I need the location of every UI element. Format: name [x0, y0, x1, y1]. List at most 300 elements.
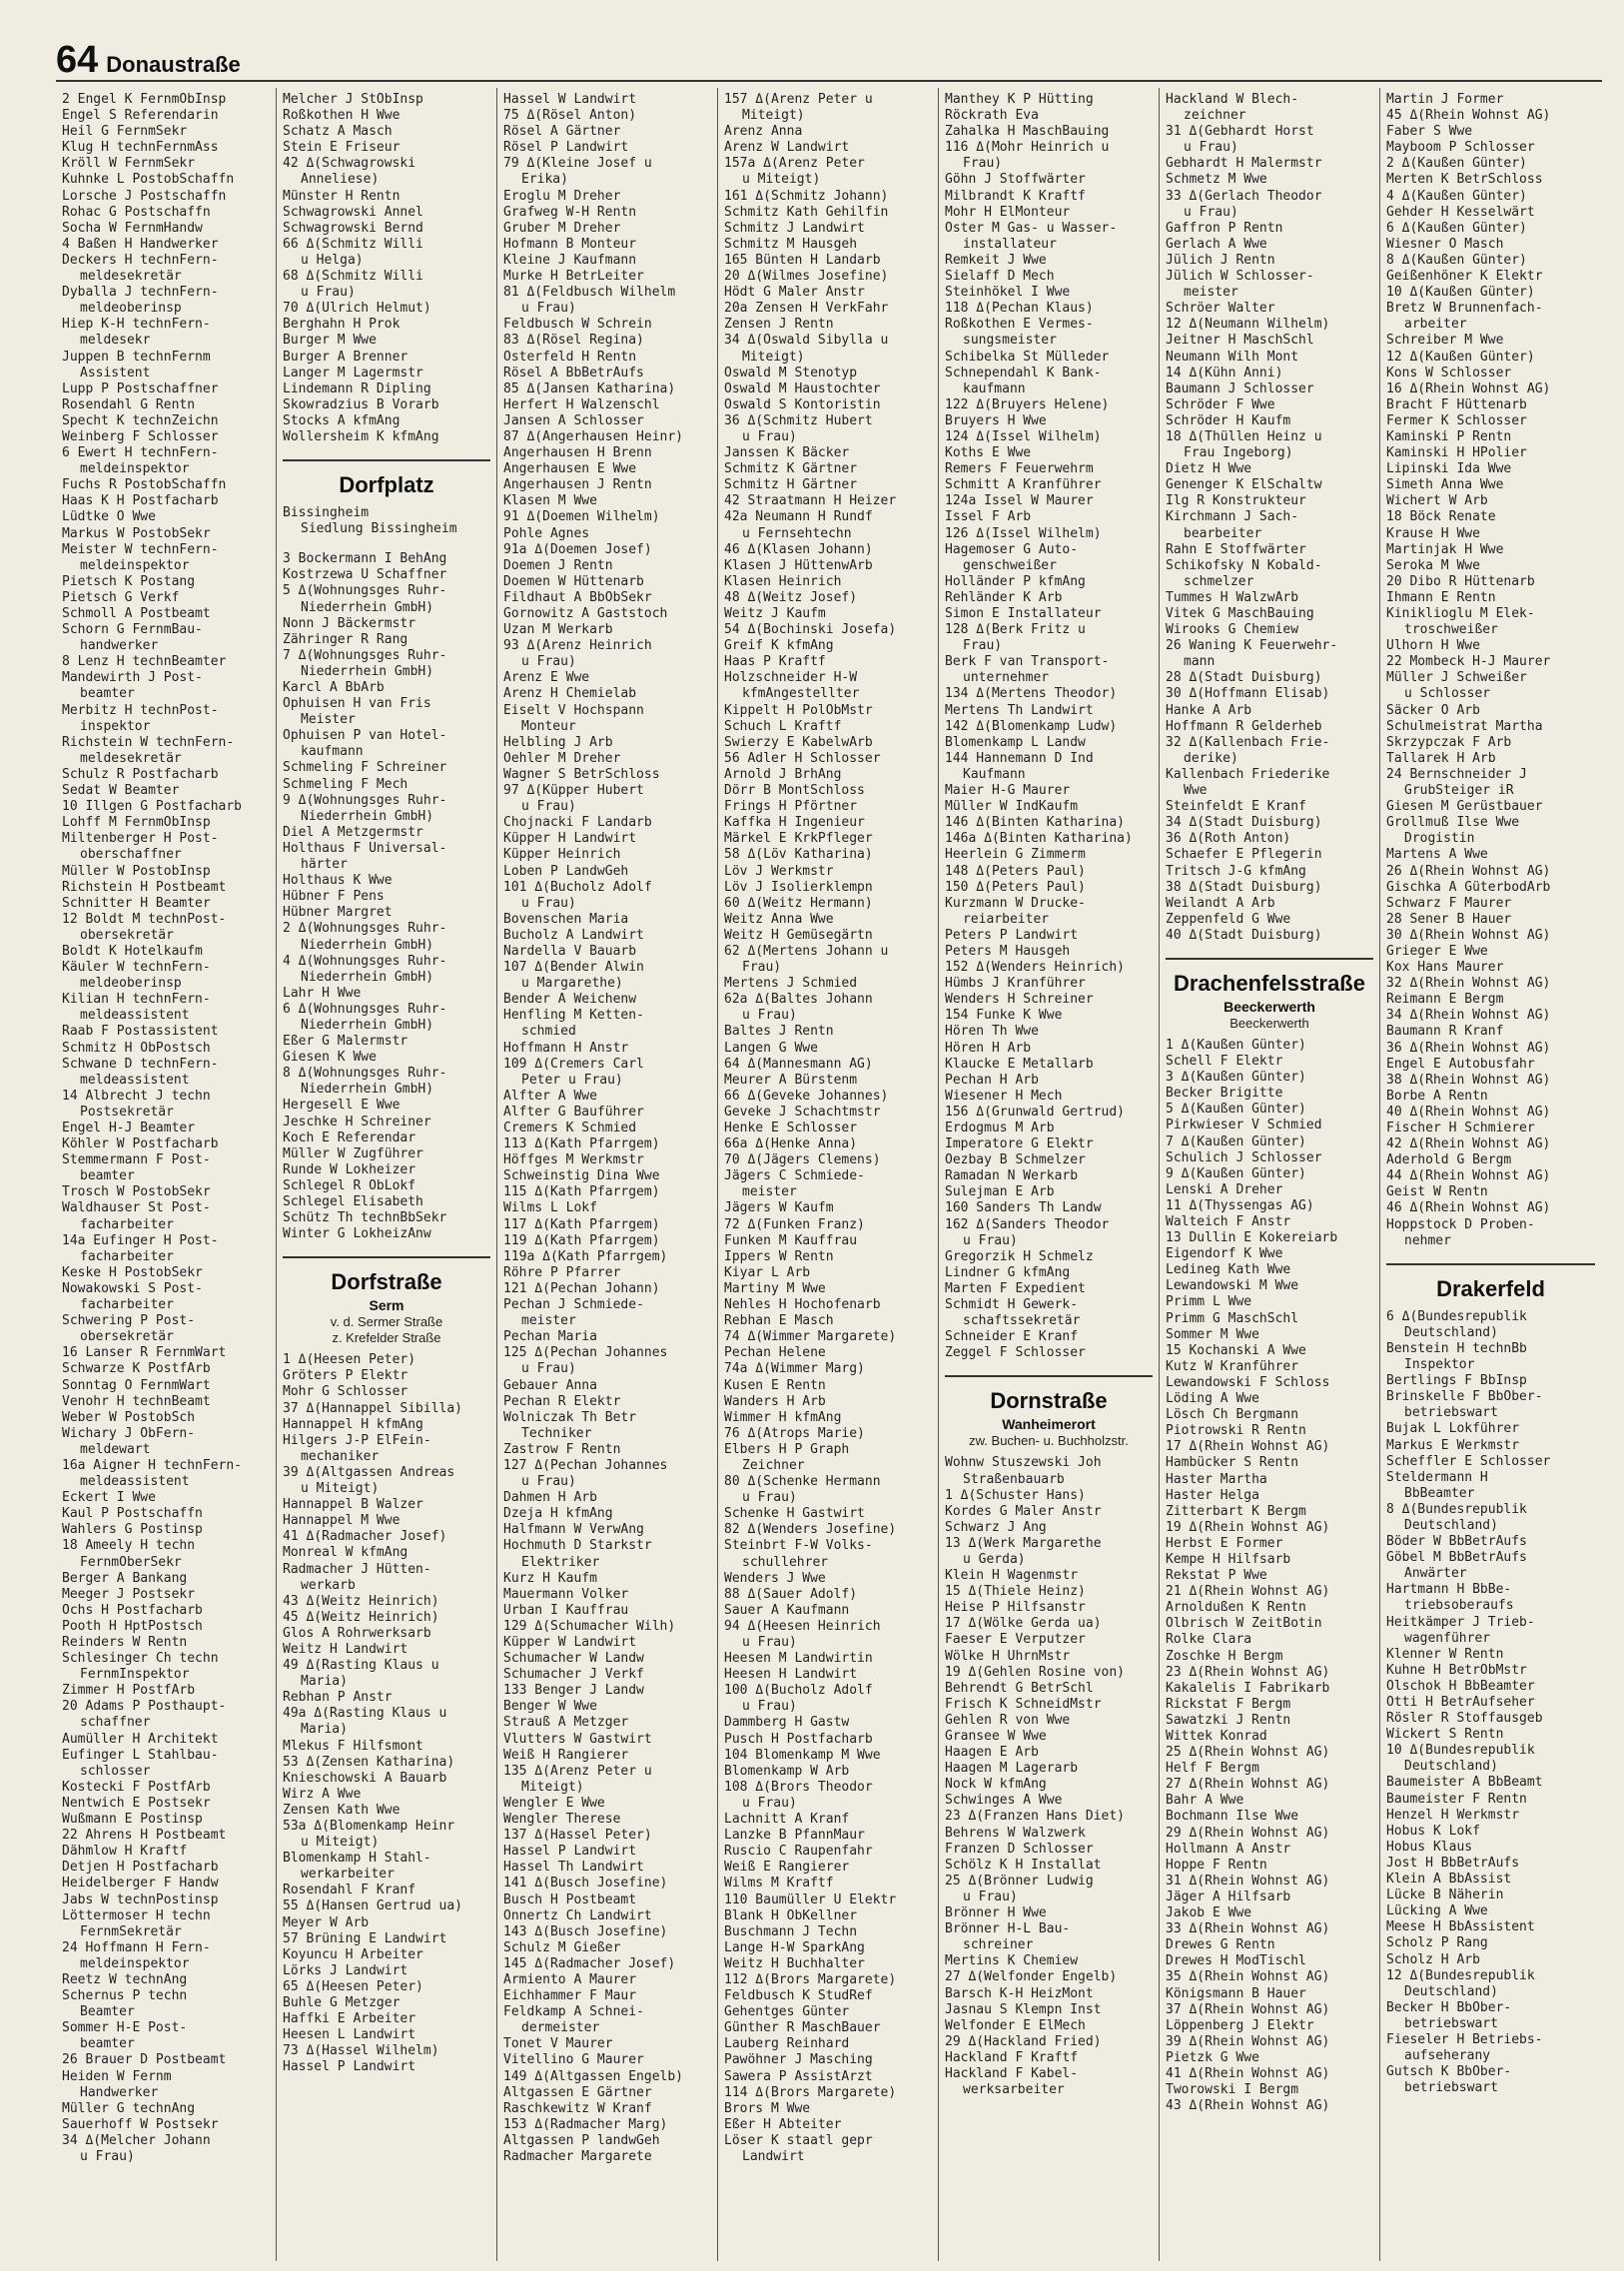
directory-entry: Kiyar L Arb — [724, 1264, 811, 1280]
directory-entry: 33 Δ(Gerlach Theodor — [1166, 188, 1322, 204]
directory-entry: Helbling J Arb — [503, 734, 613, 750]
directory-entry: Wilms M Kraftf — [724, 1876, 834, 1892]
directory-entry: Wiesner O Masch — [1386, 236, 1504, 252]
directory-entry: Dähmlow H Kraftf — [62, 1844, 188, 1860]
directory-entry: Bujak L Lokführer — [1386, 1421, 1520, 1437]
directory-entry: 1 Δ(Kaußen Günter) — [1166, 1037, 1306, 1053]
directory-entry: Bender A Weichenw — [503, 992, 637, 1008]
directory-entry: Pusch H Postfacharb — [724, 1731, 873, 1747]
directory-entry: 116 Δ(Mohr Heinrich u — [945, 140, 1110, 156]
directory-entry: Wimmer H kfmAng — [724, 1409, 842, 1425]
directory-entry: Steldermann H — [1386, 1469, 1488, 1485]
directory-entry: Pechan R Elektr — [503, 1393, 621, 1409]
directory-entry: Schatz A Masch — [283, 124, 393, 140]
directory-entry: 54 Δ(Bochinski Josefa) — [724, 622, 897, 638]
directory-entry: Manthey K P Hütting — [945, 92, 1094, 107]
directory-entry: Klaucke E Metallarb — [945, 1056, 1094, 1072]
entry-continuation: u Margarethe) — [521, 976, 623, 992]
directory-entry: Doemen J Rentn — [503, 557, 613, 573]
entry-continuation: werkarb — [301, 1577, 356, 1593]
directory-entry: Schölz K H Installat — [945, 1857, 1102, 1873]
entry-continuation: Maria) — [301, 1674, 348, 1690]
directory-entry: 122 Δ(Bruyers Helene) — [945, 396, 1110, 412]
directory-entry: Benger W Wwe — [503, 1699, 597, 1715]
entry-continuation: facharbeiter — [80, 1248, 174, 1264]
directory-entry: Mohr G Schlosser — [283, 1384, 408, 1400]
directory-entry: Blank H ObKellner — [724, 1907, 858, 1923]
directory-entry: 5 Δ(Kaußen Günter) — [1166, 1102, 1306, 1118]
directory-entry: Märkel E KrkPfleger — [724, 831, 873, 847]
directory-entry: Schmitz H ObPostsch — [62, 1040, 211, 1056]
entry-continuation: dermeister — [521, 2020, 600, 2036]
directory-entry: 141 Δ(Busch Josefine) — [503, 1876, 668, 1892]
directory-entry: Kirchmann J Sach- — [1166, 509, 1299, 525]
directory-entry: Meese H BbAssistent — [1386, 1919, 1535, 1935]
directory-entry: Hartmann H BbBe- — [1386, 1582, 1512, 1598]
directory-entry: Dammberg H Gastw — [724, 1715, 850, 1731]
entry-continuation: Deutschland) — [1404, 1983, 1498, 1999]
directory-entry: Simon E Installateur — [945, 606, 1102, 621]
directory-entry: Frings H Pförtner — [724, 799, 858, 815]
entry-continuation: Landwirt — [742, 2149, 805, 2164]
directory-entry: Weitz H Landwirt — [283, 1641, 408, 1657]
entry-continuation: u Frau) — [742, 1635, 797, 1650]
directory-entry: 107 Δ(Bender Alwin — [503, 960, 644, 976]
street-subheading: Serm — [369, 1297, 405, 1314]
directory-entry: 8 Lenz H technBeamter — [62, 654, 227, 670]
directory-entry: Gregorzik H Schmelz — [945, 1248, 1094, 1264]
directory-entry: Hübner Margret — [283, 905, 393, 921]
directory-entry: 49a Δ(Rasting Klaus u — [283, 1706, 447, 1722]
directory-entry: 58 Δ(Löv Katharina) — [724, 847, 873, 863]
directory-entry: Marten F Expedient — [945, 1280, 1086, 1296]
directory-entry: Burger A Brenner — [283, 349, 408, 365]
directory-entry: Hümbs J Kranführer — [945, 976, 1086, 992]
directory-entry: Martin J Former — [1386, 92, 1504, 107]
directory-entry: Peters M Hausgeh — [945, 943, 1071, 959]
directory-entry: Knieschowski A Bauarb — [283, 1770, 447, 1786]
directory-entry: Olschok H BbBeamter — [1386, 1678, 1535, 1694]
directory-entry: 4 Baßen H Handwerker — [62, 236, 219, 252]
directory-entry: 16 Lanser R FernmWart — [62, 1345, 227, 1361]
directory-entry: Zähringer R Rang — [283, 631, 408, 647]
directory-entry: Löding A Wwe — [1166, 1391, 1259, 1407]
directory-entry: Rekstat P Wwe — [1166, 1568, 1267, 1584]
directory-entry: Fuchs R PostobSchaffn — [62, 477, 227, 493]
directory-entry: Schweinstig Dina Wwe — [503, 1168, 660, 1184]
directory-entry: Aumüller H Architekt — [62, 1731, 219, 1747]
directory-entry: Schmitz Kath Gehilfin — [724, 204, 889, 220]
directory-entry: Mertens Th Landwirt — [945, 702, 1094, 718]
directory-entry: 2 Engel K FernmObInsp — [62, 92, 227, 107]
directory-entry: Jabs W technPostinsp — [62, 1892, 219, 1907]
directory-entry: Benstein H technBb — [1386, 1340, 1527, 1356]
entry-continuation: u Frau) — [742, 1699, 797, 1715]
directory-entry: Primm G MaschSchl — [1166, 1310, 1299, 1326]
directory-entry: Müller G technAng — [62, 2100, 196, 2116]
directory-entry: Klasen M Wwe — [503, 493, 597, 509]
directory-entry: Löv J Isolierklempn — [724, 879, 873, 895]
directory-entry: 43 Δ(Weitz Heinrich) — [283, 1593, 439, 1609]
directory-entry: Gutsch K BbOber- — [1386, 2064, 1512, 2080]
directory-entry: Giesen K Wwe — [283, 1050, 377, 1066]
directory-entry: 2 Δ(Wohnungsges Ruhr- — [283, 921, 447, 937]
directory-entry: Henke E Schlosser — [724, 1121, 858, 1136]
entry-continuation: Siedlung Bissingheim — [301, 521, 457, 537]
directory-entry: Jägers W Kaufm — [724, 1200, 834, 1216]
entry-continuation: zeichner — [1184, 108, 1246, 124]
directory-entry: Burger M Wwe — [283, 333, 377, 349]
directory-entry: Zeggel F Schlosser — [945, 1345, 1086, 1361]
directory-entry: Heesen L Landwirt — [283, 2027, 416, 2043]
directory-entry: Venohr H technBeamt — [62, 1393, 211, 1409]
directory-entry: Kostrzewa U Schaffner — [283, 567, 447, 583]
entry-continuation: meldeinspektor — [80, 461, 190, 477]
directory-entry: 42 Straatmann H Heizer — [724, 493, 897, 509]
entry-continuation: FernmInspektor — [80, 1667, 190, 1683]
directory-entry: 152 Δ(Wenders Heinrich) — [945, 960, 1126, 976]
directory-entry: 11 Δ(Thyssengas AG) — [1166, 1197, 1314, 1213]
entry-continuation: u Frau) — [742, 1490, 797, 1506]
entry-continuation: Peter u Frau) — [521, 1072, 623, 1088]
directory-entry: Pietsch K Postang — [62, 573, 196, 589]
column-6 — [1160, 88, 1380, 2261]
entry-continuation: Zeichner — [742, 1457, 805, 1473]
directory-entry: Gerlach A Wwe — [1166, 236, 1267, 252]
entry-continuation: meldeassistent — [80, 1008, 190, 1024]
directory-entry: Gebauer Anna — [503, 1377, 597, 1393]
entry-continuation: Techniker — [521, 1425, 592, 1441]
directory-entry: 62 Δ(Mertens Johann u — [724, 943, 889, 959]
directory-entry: Uzan M Werkarb — [503, 622, 613, 638]
directory-entry: Hobus Klaus — [1386, 1839, 1473, 1855]
directory-entry: Klug H technFernmAss — [62, 140, 219, 156]
directory-entry: 121 Δ(Pechan Johann) — [503, 1280, 660, 1296]
directory-entry: Gehentges Günter — [724, 2004, 850, 2020]
directory-entry: Richstein W technFern- — [62, 734, 235, 750]
directory-entry: Weitz H Buchhalter — [724, 1955, 865, 1971]
entry-continuation: u Frau) — [742, 428, 797, 444]
directory-entry: Hassel W Landwirt — [503, 92, 637, 107]
directory-entry: Holzschneider H-W — [724, 670, 858, 686]
spacer — [283, 537, 490, 551]
directory-entry: 62a Δ(Baltes Johann — [724, 992, 873, 1008]
directory-entry: Münster H Rentn — [283, 188, 401, 204]
directory-entry: 66 Δ(Geveke Johannes) — [724, 1088, 889, 1104]
directory-entry: Jakob E Wwe — [1166, 1905, 1252, 1921]
directory-entry: Radmacher Margarete — [503, 2149, 652, 2164]
directory-entry: Schmetz M Wwe — [1166, 172, 1267, 188]
directory-entry: Hannappel B Walzer — [283, 1497, 423, 1513]
directory-entry: Holthaus K Wwe — [283, 873, 393, 889]
directory-entry: 100 Δ(Bucholz Adolf — [724, 1683, 873, 1699]
directory-entry: 21 Δ(Rhein Wohnst AG) — [1166, 1584, 1330, 1600]
entry-continuation: Maria) — [301, 1722, 348, 1738]
directory-entry: 88 Δ(Sauer Adolf) — [724, 1586, 858, 1602]
directory-entry: Pechan J Schmiede- — [503, 1297, 644, 1313]
directory-entry: 27 Δ(Welfonder Engelb) — [945, 1969, 1118, 1985]
entry-continuation: wagenführer — [1404, 1630, 1491, 1646]
directory-entry: Oster M Gas- u Wasser- — [945, 220, 1118, 236]
directory-entry: Borbe A Rentn — [1386, 1088, 1488, 1104]
directory-entry: Nowakowski S Post- — [62, 1280, 203, 1296]
directory-entry: 160 Sanders Th Landw — [945, 1200, 1102, 1216]
directory-entry: Tritsch J-G kfmAng — [1166, 863, 1306, 879]
entry-continuation: Deutschland) — [1404, 1759, 1498, 1775]
directory-entry: Rösler R Stoffausgeb — [1386, 1711, 1543, 1727]
directory-entry: Doemen W Hüttenarb — [503, 573, 644, 589]
directory-entry: Gornowitz A Gaststoch — [503, 606, 668, 621]
entry-continuation: u Frau) — [521, 895, 576, 911]
directory-entry: Greif K kfmAng — [724, 638, 834, 654]
directory-entry: Hören H Arb — [945, 1040, 1032, 1056]
directory-entry: 104 Blomenkamp M Wwe — [724, 1747, 881, 1763]
directory-entry: Zimmer H PostfArb — [62, 1683, 196, 1699]
directory-entry: Grafweg W-H Rentn — [503, 204, 637, 220]
entry-continuation: Niederrhein GmbH) — [301, 599, 434, 615]
directory-entry: Pechan Helene — [724, 1345, 826, 1361]
directory-entry: Eckert I Wwe — [62, 1490, 156, 1506]
entry-continuation: FernmOberSekr — [80, 1554, 182, 1570]
entry-continuation: schullehrer — [742, 1554, 829, 1570]
directory-entry: Gehlen R von Wwe — [945, 1712, 1071, 1728]
directory-entry: 6 Δ(Wohnungsges Ruhr- — [283, 1001, 447, 1017]
directory-entry: 19 Δ(Gehlen Rosine von) — [945, 1664, 1126, 1680]
directory-entry: Raab F Postassistent — [62, 1024, 219, 1040]
directory-entry: Lorsche J Postschaffn — [62, 188, 227, 204]
directory-entry: Gröters P Elektr — [283, 1368, 408, 1384]
directory-entry: Küpper W Landwirt — [503, 1635, 637, 1650]
directory-entry: Weilandt A Arb — [1166, 895, 1275, 911]
entry-continuation: arbeiter — [1404, 317, 1467, 333]
directory-entry: Detjen H Postfacharb — [62, 1860, 219, 1876]
entry-continuation: u Frau) — [963, 1232, 1018, 1248]
directory-entry: Diel A Metzgermstr — [283, 824, 423, 840]
directory-entry: Vitek G MaschBauing — [1166, 606, 1314, 621]
directory-entry: 20 Dibo R Hüttenarb — [1386, 573, 1535, 589]
directory-entry: Jansen A Schlosser — [503, 412, 644, 428]
directory-entry: Rosendahl G Rentn — [62, 396, 196, 412]
directory-entry: Hiep K-H technFern- — [62, 317, 211, 333]
directory-entry: Ippers W Rentn — [724, 1248, 834, 1264]
directory-entry: 64 Δ(Mannesmann AG) — [724, 1056, 873, 1072]
directory-entry: Peters P Landwirt — [945, 927, 1079, 943]
entry-continuation: Miteigt) — [742, 108, 805, 124]
directory-entry: Wengler Therese — [503, 1812, 621, 1828]
directory-entry: 39 Δ(Altgassen Andreas — [283, 1464, 455, 1480]
directory-entry: Jülich W Schlosser- — [1166, 269, 1314, 285]
entry-continuation: oberschaffner — [80, 847, 182, 863]
directory-entry: Wichary J ObFern- — [62, 1425, 196, 1441]
directory-entry: Ilg R Konstrukteur — [1166, 493, 1306, 509]
directory-entry: 7 Δ(Kaußen Günter) — [1166, 1134, 1306, 1149]
directory-entry: 38 Δ(Stadt Duisburg) — [1166, 879, 1322, 895]
directory-entry: Runde W Lokheizer — [283, 1161, 416, 1177]
directory-entry: 20a Zensen H VerkFahr — [724, 301, 889, 317]
directory-entry: Hassel P Landwirt — [283, 2059, 416, 2075]
directory-entry: Schlesinger Ch techn — [62, 1651, 219, 1667]
entry-continuation: Anwärter — [1404, 1566, 1467, 1582]
directory-entry: Scholz P Rang — [1386, 1935, 1488, 1951]
directory-entry: Kurzmann W Drucke- — [945, 895, 1086, 911]
directory-entry: 13 Δ(Werk Margarethe — [945, 1535, 1102, 1551]
column-5 — [939, 88, 1160, 2261]
directory-entry: 6 Δ(Bundesrepublik — [1386, 1308, 1527, 1324]
directory-entry: Roßkothen E Vermes- — [945, 317, 1094, 333]
directory-entry: Rickstat F Bergm — [1166, 1696, 1291, 1712]
directory-entry: Tummes H WalzwArb — [1166, 589, 1299, 605]
entry-continuation: u Fernsehtechn — [742, 525, 852, 541]
directory-entry: Lupp P Postschaffner — [62, 380, 219, 396]
directory-entry: 17 Δ(Rhein Wohnst AG) — [1166, 1439, 1330, 1455]
directory-entry: 12 Δ(Bundesrepublik — [1386, 1967, 1535, 1983]
directory-entry: Haster Martha — [1166, 1471, 1267, 1487]
directory-entry: Kiniklioglu M Elek- — [1386, 606, 1535, 621]
directory-entry: Angerhausen J Rentn — [503, 477, 652, 493]
directory-entry: 133 Benger J Landw — [503, 1683, 644, 1699]
directory-entry: Schmitz H Gärtner — [724, 477, 858, 493]
directory-entry: Buschmann J Techn — [724, 1923, 858, 1939]
directory-entry: Dörr B MontSchloss — [724, 783, 865, 799]
directory-entry: 117 Δ(Kath Pfarrgem) — [503, 1216, 660, 1232]
directory-entry: 3 Δ(Kaußen Günter) — [1166, 1070, 1306, 1086]
directory-entry: 1 Δ(Schuster Hans) — [945, 1487, 1086, 1503]
directory-entry: Wilms L Lokf — [503, 1200, 597, 1216]
directory-entry: Ophuisen H van Fris — [283, 696, 431, 712]
directory-entry: Engel S Referendarin — [62, 108, 219, 124]
directory-entry: 15 Kochanski A Wwe — [1166, 1342, 1306, 1358]
directory-entry: Löttermoser H techn — [62, 1907, 211, 1923]
directory-entry: Pawöhner J Masching — [724, 2052, 873, 2068]
directory-entry: Dyballa J technFern- — [62, 285, 219, 301]
directory-entry: Schmitz K Gärtner — [724, 461, 858, 477]
directory-entry: Weitz Anna Wwe — [724, 911, 834, 927]
entry-continuation: Monteur — [521, 718, 576, 734]
directory-entry: Becker H BbOber- — [1386, 1999, 1512, 2015]
directory-entry: Altgassen E Gärtner — [503, 2084, 652, 2100]
directory-entry: Lenski A Dreher — [1166, 1181, 1283, 1197]
directory-entry: 24 Hoffmann H Fern- — [62, 1939, 211, 1955]
directory-entry: Henfling M Ketten- — [503, 1008, 644, 1024]
directory-entry: Sielaff D Mech — [945, 269, 1055, 285]
entry-continuation: Meister — [301, 712, 356, 728]
street-name: Drachenfelsstraße — [1174, 970, 1365, 996]
directory-entry: 19 Δ(Rhein Wohnst AG) — [1166, 1519, 1330, 1535]
directory-entry: Remers F Feuerwehrm — [945, 461, 1094, 477]
directory-entry: Rohac G Postschaffn — [62, 204, 211, 220]
directory-entry: Wohnw Stuszewski Joh — [945, 1455, 1102, 1471]
directory-entry: Bretz W Brunnenfach- — [1386, 301, 1543, 317]
directory-entry: Arnoldußen K Rentn — [1166, 1600, 1306, 1616]
directory-entry: Hübner F Pens — [283, 889, 385, 905]
directory-entry: Sedat W Beamter — [62, 783, 180, 799]
directory-entry: 8 Δ(Bundesrepublik — [1386, 1501, 1527, 1517]
directory-entry: Reetz W technAng — [62, 1971, 188, 1987]
entry-continuation: schmelzer — [1184, 573, 1254, 589]
directory-entry: 29 Δ(Rhein Wohnst AG) — [1166, 1825, 1330, 1841]
directory-entry: Günther R MaschBauer — [724, 2020, 881, 2036]
directory-entry: 17 Δ(Wölke Gerda ua) — [945, 1616, 1102, 1632]
directory-entry: Ramadan N Werkarb — [945, 1168, 1079, 1184]
directory-entry: 40 Δ(Rhein Wohnst AG) — [1386, 1104, 1551, 1120]
directory-entry: Arenz E Wwe — [503, 670, 590, 686]
directory-entry: 74 Δ(Wimmer Margarete) — [724, 1329, 897, 1345]
directory-entry: 53a Δ(Blomenkamp Heinr — [283, 1819, 455, 1834]
directory-entry: 14a Eufinger H Post- — [62, 1232, 219, 1248]
directory-entry: Jeschke H Schreiner — [283, 1114, 431, 1130]
directory-entry: Brönner H Wwe — [945, 1905, 1047, 1921]
entry-continuation: installateur — [963, 236, 1057, 252]
directory-entry: 93 Δ(Arenz Heinrich — [503, 638, 652, 654]
entry-continuation: Niederrhein GmbH) — [301, 663, 434, 679]
directory-entry: Busch H Postbeamt — [503, 1892, 637, 1907]
entry-continuation: betriebswart — [1404, 1405, 1498, 1421]
directory-entry: 118 Δ(Pechan Klaus) — [945, 301, 1094, 317]
entry-continuation: aufseherany — [1404, 2048, 1491, 2064]
entry-continuation: meldewart — [80, 1441, 151, 1457]
directory-entry: Tonet V Maurer — [503, 2036, 613, 2052]
directory-entry: 25 Δ(Brönner Ludwig — [945, 1873, 1094, 1889]
directory-entry: 146 Δ(Binten Katharina) — [945, 815, 1126, 831]
directory-entry: Rosendahl F Kranf — [283, 1883, 416, 1898]
directory-entry: Baumeister A BbBeamt — [1386, 1775, 1543, 1791]
directory-entry: 48 Δ(Weitz Josef) — [724, 589, 858, 605]
directory-entry: Klein A BbAssist — [1386, 1872, 1512, 1888]
directory-entry: Schwagrowski Annel — [283, 204, 423, 220]
directory-entry: 97 Δ(Küpper Hubert — [503, 783, 644, 799]
directory-entry: Göbel M BbBetrAufs — [1386, 1550, 1527, 1566]
directory-entry: Angerhausen E Wwe — [503, 461, 637, 477]
directory-entry: 91 Δ(Doemen Wilhelm) — [503, 509, 660, 525]
directory-entry: Eßer H Abteiter — [724, 2116, 842, 2132]
directory-entry: 41 Δ(Radmacher Josef) — [283, 1529, 447, 1545]
directory-entry: Lahr H Wwe — [283, 985, 362, 1001]
entry-continuation: u Gerda) — [963, 1551, 1026, 1567]
directory-entry: Schwane D technFern- — [62, 1056, 219, 1072]
entry-continuation: Niederrhein GmbH) — [301, 808, 434, 824]
directory-entry: Nock W kfmAng — [945, 1777, 1047, 1793]
directory-entry: Schwinges A Wwe — [945, 1793, 1063, 1809]
directory-entry: Vitellino G Maurer — [503, 2052, 644, 2068]
directory-entry: 10 Illgen G Postfacharb — [62, 799, 243, 815]
directory-entry: Eroglu M Dreher — [503, 188, 621, 204]
directory-entry: Ophuisen P van Hotel- — [283, 728, 447, 744]
entry-continuation: unternehmer — [963, 670, 1050, 686]
entry-continuation: schaffner — [80, 1715, 151, 1731]
directory-entry: 6 Ewert H technFern- — [62, 445, 219, 461]
directory-entry: Fischer H Schmierer — [1386, 1121, 1535, 1136]
directory-entry: Löser K staatl gepr — [724, 2132, 873, 2148]
entry-continuation: bearbeiter — [1184, 525, 1262, 541]
entry-continuation: troschweißer — [1404, 622, 1498, 638]
entry-continuation: meldeassistent — [80, 1474, 190, 1490]
directory-entry: 12 Boldt M technPost- — [62, 911, 227, 927]
directory-entry: Frisch K SchneidMstr — [945, 1696, 1102, 1712]
directory-entry: 113 Δ(Kath Pfarrgem) — [503, 1136, 660, 1152]
directory-entry: 24 Bernschneider J — [1386, 766, 1527, 782]
page-number: 64 — [56, 39, 99, 81]
directory-entry: Fildhaut A BbObSekr — [503, 589, 652, 605]
directory-entry: 39 Δ(Rhein Wohnst AG) — [1166, 2033, 1330, 2049]
column-4 — [718, 88, 939, 2261]
directory-entry: Murke H BetrLeiter — [503, 269, 644, 285]
directory-entry: Heesen H Landwirt — [724, 1667, 858, 1683]
directory-entry: Nardella V Bauarb — [503, 943, 637, 959]
directory-entry: Hannappel H kfmAng — [283, 1416, 423, 1432]
directory-entry: Simeth Anna Wwe — [1386, 477, 1504, 493]
directory-entry: Feldbusch W Schrein — [503, 317, 652, 333]
directory-entry: Schaefer E Pflegerin — [1166, 847, 1322, 863]
